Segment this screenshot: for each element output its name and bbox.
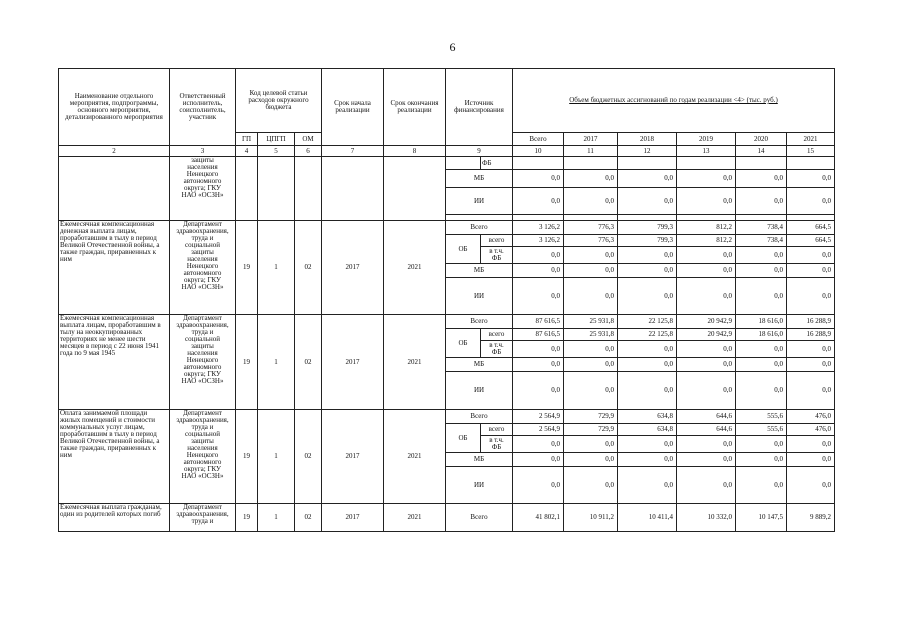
measure-name: Ежемесячная компенсационная денежная выплата лицам, проработавшим в тылу в период Великой Отечественной войны, а также граждан, приравненных к ним [59, 221, 170, 315]
value-cell: 0,0 [677, 341, 736, 358]
value-cell: 0,0 [677, 372, 736, 410]
header-end: Срок окончания реализации [384, 69, 446, 146]
column-number: 13 [677, 146, 736, 157]
value-cell [677, 157, 736, 170]
om-code: 02 [295, 221, 322, 315]
value-cell: 776,3 [564, 235, 618, 247]
start-year: 2017 [322, 221, 384, 315]
column-number: 12 [618, 146, 677, 157]
value-cell: 0,0 [564, 247, 618, 264]
column-number: 4 [236, 146, 258, 157]
value-cell: 0,0 [618, 372, 677, 410]
executor-cell: Департамент здравоохранения, труда и социальной защиты населения Ненецкого автономного округа; ГКУ НАО «ОСЗН» [170, 315, 236, 410]
source-total-label: Всего [446, 410, 513, 424]
value-cell: 3 126,2 [513, 235, 564, 247]
column-number: 5 [258, 146, 295, 157]
header-tsp: ЦПГП [258, 133, 295, 146]
executor-cell: Департамент здравоохранения, труда и социальной защиты населения Ненецкого автономного округа; ГКУ НАО «ОСЗН» [170, 221, 236, 315]
value-cell: 0,0 [677, 264, 736, 278]
value-cell [736, 157, 787, 170]
column-number: 7 [322, 146, 384, 157]
value-cell: 799,3 [618, 235, 677, 247]
source-ob-total-label: всего [481, 329, 513, 341]
start-year: 2017 [322, 315, 384, 410]
source-fb-label: в т.ч. ФБ [481, 341, 513, 358]
value-cell: 0,0 [736, 358, 787, 372]
end-year: 2021 [384, 410, 446, 504]
value-cell: 0,0 [564, 188, 618, 215]
value-cell: 644,6 [677, 410, 736, 424]
value-cell: 799,3 [618, 221, 677, 235]
end-year: 2021 [384, 315, 446, 410]
source-fb-label: ФБ [481, 157, 513, 170]
value-cell: 0,0 [618, 278, 677, 315]
value-cell: 0,0 [736, 278, 787, 315]
value-cell: 0,0 [564, 436, 618, 453]
source-ob-label: ОБ [446, 329, 481, 358]
value-cell: 2 564,9 [513, 424, 564, 436]
value-cell: 812,2 [677, 221, 736, 235]
empty-cell [236, 157, 258, 221]
header-year: 2019 [677, 133, 736, 146]
source-mb-label: МБ [446, 453, 513, 467]
source-ii-label: ИИ [446, 467, 513, 504]
value-cell: 0,0 [618, 188, 677, 215]
value-cell: 0,0 [787, 467, 835, 504]
value-cell: 0,0 [564, 453, 618, 467]
value-cell: 0,0 [513, 170, 564, 188]
value-cell: 555,6 [736, 424, 787, 436]
header-start: Срок начала реализации [322, 69, 384, 146]
source-mb-label: МБ [446, 358, 513, 372]
value-cell: 10 332,0 [677, 504, 736, 532]
value-cell: 2 564,9 [513, 410, 564, 424]
value-cell: 0,0 [787, 436, 835, 453]
header-year: 2021 [787, 133, 835, 146]
header-total: Всего [513, 133, 564, 146]
value-cell: 10 911,2 [564, 504, 618, 532]
tsp-code: 1 [258, 504, 295, 532]
value-cell: 25 931,8 [564, 315, 618, 329]
source-ob-total-label: всего [481, 424, 513, 436]
om-code: 02 [295, 410, 322, 504]
value-cell: 10 147,5 [736, 504, 787, 532]
value-cell: 0,0 [618, 264, 677, 278]
value-cell: 0,0 [513, 341, 564, 358]
value-cell: 776,3 [564, 221, 618, 235]
source-total-label: Всего [446, 221, 513, 235]
value-cell: 0,0 [677, 188, 736, 215]
value-cell: 0,0 [513, 188, 564, 215]
source-ii-label: ИИ [446, 372, 513, 410]
value-cell: 0,0 [513, 436, 564, 453]
value-cell: 729,9 [564, 410, 618, 424]
column-number: 3 [170, 146, 236, 157]
value-cell: 3 126,2 [513, 221, 564, 235]
value-cell: 0,0 [787, 170, 835, 188]
column-number: 11 [564, 146, 618, 157]
value-cell: 0,0 [736, 467, 787, 504]
header-year: 2017 [564, 133, 618, 146]
end-year: 2021 [384, 504, 446, 532]
value-cell: 0,0 [677, 453, 736, 467]
value-cell: 0,0 [787, 278, 835, 315]
value-cell: 41 802,1 [513, 504, 564, 532]
tsp-code: 1 [258, 410, 295, 504]
source-fb-label: в т.ч. ФБ [481, 436, 513, 453]
om-code: 02 [295, 315, 322, 410]
value-cell: 0,0 [513, 467, 564, 504]
measure-name: Ежемесячная выплата гражданам, один из родителей которых погиб [59, 504, 170, 532]
value-cell: 0,0 [618, 436, 677, 453]
source-total-label: Всего [446, 315, 513, 329]
value-cell: 0,0 [513, 264, 564, 278]
measure-name: Ежемесячная компенсационная выплата лицам, проработавшим в тылу на неоккупированных территориях не менее шести месяцев в период с 22 июня 1941 года по 9 мая 1945 [59, 315, 170, 410]
measure-total-row [59, 410, 835, 424]
header-volume: Объем бюджетных ассигнований по годам реализации <4> (тыс. руб.) [513, 69, 835, 133]
start-year: 2017 [322, 410, 384, 504]
value-cell: 0,0 [513, 278, 564, 315]
value-cell: 20 942,9 [677, 315, 736, 329]
value-cell: 0,0 [787, 358, 835, 372]
continuation-row [59, 157, 835, 170]
value-cell: 0,0 [787, 453, 835, 467]
value-cell: 0,0 [618, 358, 677, 372]
value-cell: 476,0 [787, 410, 835, 424]
value-cell: 0,0 [677, 436, 736, 453]
value-cell: 644,6 [677, 424, 736, 436]
value-cell: 0,0 [736, 436, 787, 453]
value-cell: 0,0 [618, 341, 677, 358]
header-executor: Ответственный исполнитель, соисполнитель, участник [170, 69, 236, 146]
source-ob-label: ОБ [446, 235, 481, 264]
value-cell [618, 157, 677, 170]
value-cell: 738,4 [736, 221, 787, 235]
value-cell: 0,0 [787, 264, 835, 278]
executor-cell: Департамент здравоохранения, труда и социальной защиты населения Ненецкого автономного округа; ГКУ НАО «ОСЗН» [170, 410, 236, 504]
value-cell: 16 288,9 [787, 329, 835, 341]
column-number: 15 [787, 146, 835, 157]
source-ob-label: ОБ [446, 424, 481, 453]
value-cell: 0,0 [736, 341, 787, 358]
value-cell: 0,0 [618, 170, 677, 188]
source-total-label: Всего [446, 504, 513, 532]
gp-code: 19 [236, 315, 258, 410]
value-cell: 22 125,8 [618, 329, 677, 341]
value-cell: 0,0 [736, 453, 787, 467]
value-cell: 0,0 [736, 188, 787, 215]
value-cell [564, 157, 618, 170]
value-cell [513, 157, 564, 170]
value-cell: 0,0 [787, 372, 835, 410]
value-cell: 0,0 [618, 467, 677, 504]
empty-cell [258, 157, 295, 221]
header-source: Источник финансирования [446, 69, 513, 146]
value-cell: 0,0 [564, 341, 618, 358]
value-cell: 0,0 [677, 358, 736, 372]
value-cell: 87 616,5 [513, 329, 564, 341]
end-year: 2021 [384, 221, 446, 315]
value-cell: 10 411,4 [618, 504, 677, 532]
gp-code: 19 [236, 221, 258, 315]
value-cell: 22 125,8 [618, 315, 677, 329]
empty-cell [322, 157, 384, 221]
value-cell: 812,2 [677, 235, 736, 247]
value-cell: 0,0 [736, 247, 787, 264]
value-cell: 0,0 [564, 372, 618, 410]
source-fb-label: в т.ч. ФБ [481, 247, 513, 264]
value-cell: 0,0 [564, 467, 618, 504]
tsp-code: 1 [258, 221, 295, 315]
value-cell: 0,0 [677, 170, 736, 188]
value-cell: 0,0 [513, 358, 564, 372]
measure-total-row [59, 315, 835, 329]
value-cell: 9 889,2 [787, 504, 835, 532]
header-om: ОМ [295, 133, 322, 146]
column-number: 10 [513, 146, 564, 157]
value-cell: 18 616,0 [736, 315, 787, 329]
value-cell: 634,8 [618, 410, 677, 424]
value-cell: 729,9 [564, 424, 618, 436]
source-ob-total-label: всего [481, 235, 513, 247]
value-cell: 634,8 [618, 424, 677, 436]
budget-table [58, 68, 835, 532]
source-mb-label: МБ [446, 264, 513, 278]
measure-total-row [59, 221, 835, 235]
measure-name: Оплата занимаемой площади жилых помещений и стоимости коммунальных услуг лицам, проработавшим в тылу в период Великой Отечественной войны, а также граждан, приравненных к ним [59, 410, 170, 504]
executor-cell: защиты населения Ненецкого автономного округа; ГКУ НАО «ОСЗН» [170, 157, 236, 221]
value-cell: 0,0 [677, 467, 736, 504]
measure-name-cell [59, 157, 170, 221]
value-cell: 20 942,9 [677, 329, 736, 341]
value-cell: 0,0 [677, 278, 736, 315]
source-cell [446, 157, 481, 170]
value-cell: 664,5 [787, 235, 835, 247]
value-cell: 0,0 [736, 170, 787, 188]
gp-code: 19 [236, 504, 258, 532]
column-number: 8 [384, 146, 446, 157]
empty-cell [295, 157, 322, 221]
value-cell: 87 616,5 [513, 315, 564, 329]
om-code: 02 [295, 504, 322, 532]
value-cell: 0,0 [618, 453, 677, 467]
header-year: 2018 [618, 133, 677, 146]
source-mb-label: МБ [446, 170, 513, 188]
executor-cell: Департамент здравоохранения, труда и [170, 504, 236, 532]
value-cell: 0,0 [564, 264, 618, 278]
column-number: 14 [736, 146, 787, 157]
measure-total-row [59, 504, 835, 532]
value-cell: 0,0 [513, 372, 564, 410]
header-gp: ГП [236, 133, 258, 146]
value-cell: 0,0 [513, 247, 564, 264]
empty-cell [384, 157, 446, 221]
page-number: 6 [449, 40, 456, 54]
header-name: Наименование отдельного мероприятия, подпрограммы, основного мероприятия, детализированного мероприятия [59, 69, 170, 146]
value-cell: 0,0 [736, 264, 787, 278]
column-number: 9 [446, 146, 513, 157]
value-cell: 0,0 [787, 341, 835, 358]
value-cell [787, 157, 835, 170]
header-row-1 [59, 69, 835, 133]
header-year: 2020 [736, 133, 787, 146]
value-cell: 25 931,8 [564, 329, 618, 341]
column-number: 2 [59, 146, 170, 157]
value-cell: 16 288,9 [787, 315, 835, 329]
value-cell: 0,0 [736, 372, 787, 410]
tsp-code: 1 [258, 315, 295, 410]
column-numbers-row [59, 146, 835, 157]
header-code: Код целевой статьи расходов окружного бюджета [236, 69, 322, 133]
value-cell: 476,0 [787, 424, 835, 436]
source-ii-label: ИИ [446, 278, 513, 315]
value-cell: 0,0 [564, 170, 618, 188]
gp-code: 19 [236, 410, 258, 504]
source-ii-label: ИИ [446, 188, 513, 215]
value-cell: 0,0 [677, 247, 736, 264]
value-cell: 0,0 [787, 188, 835, 215]
value-cell: 0,0 [787, 247, 835, 264]
value-cell: 738,4 [736, 235, 787, 247]
value-cell: 18 616,0 [736, 329, 787, 341]
start-year: 2017 [322, 504, 384, 532]
value-cell: 0,0 [618, 247, 677, 264]
value-cell: 555,6 [736, 410, 787, 424]
value-cell: 664,5 [787, 221, 835, 235]
value-cell: 0,0 [513, 453, 564, 467]
column-number: 6 [295, 146, 322, 157]
value-cell: 0,0 [564, 358, 618, 372]
value-cell: 0,0 [564, 278, 618, 315]
